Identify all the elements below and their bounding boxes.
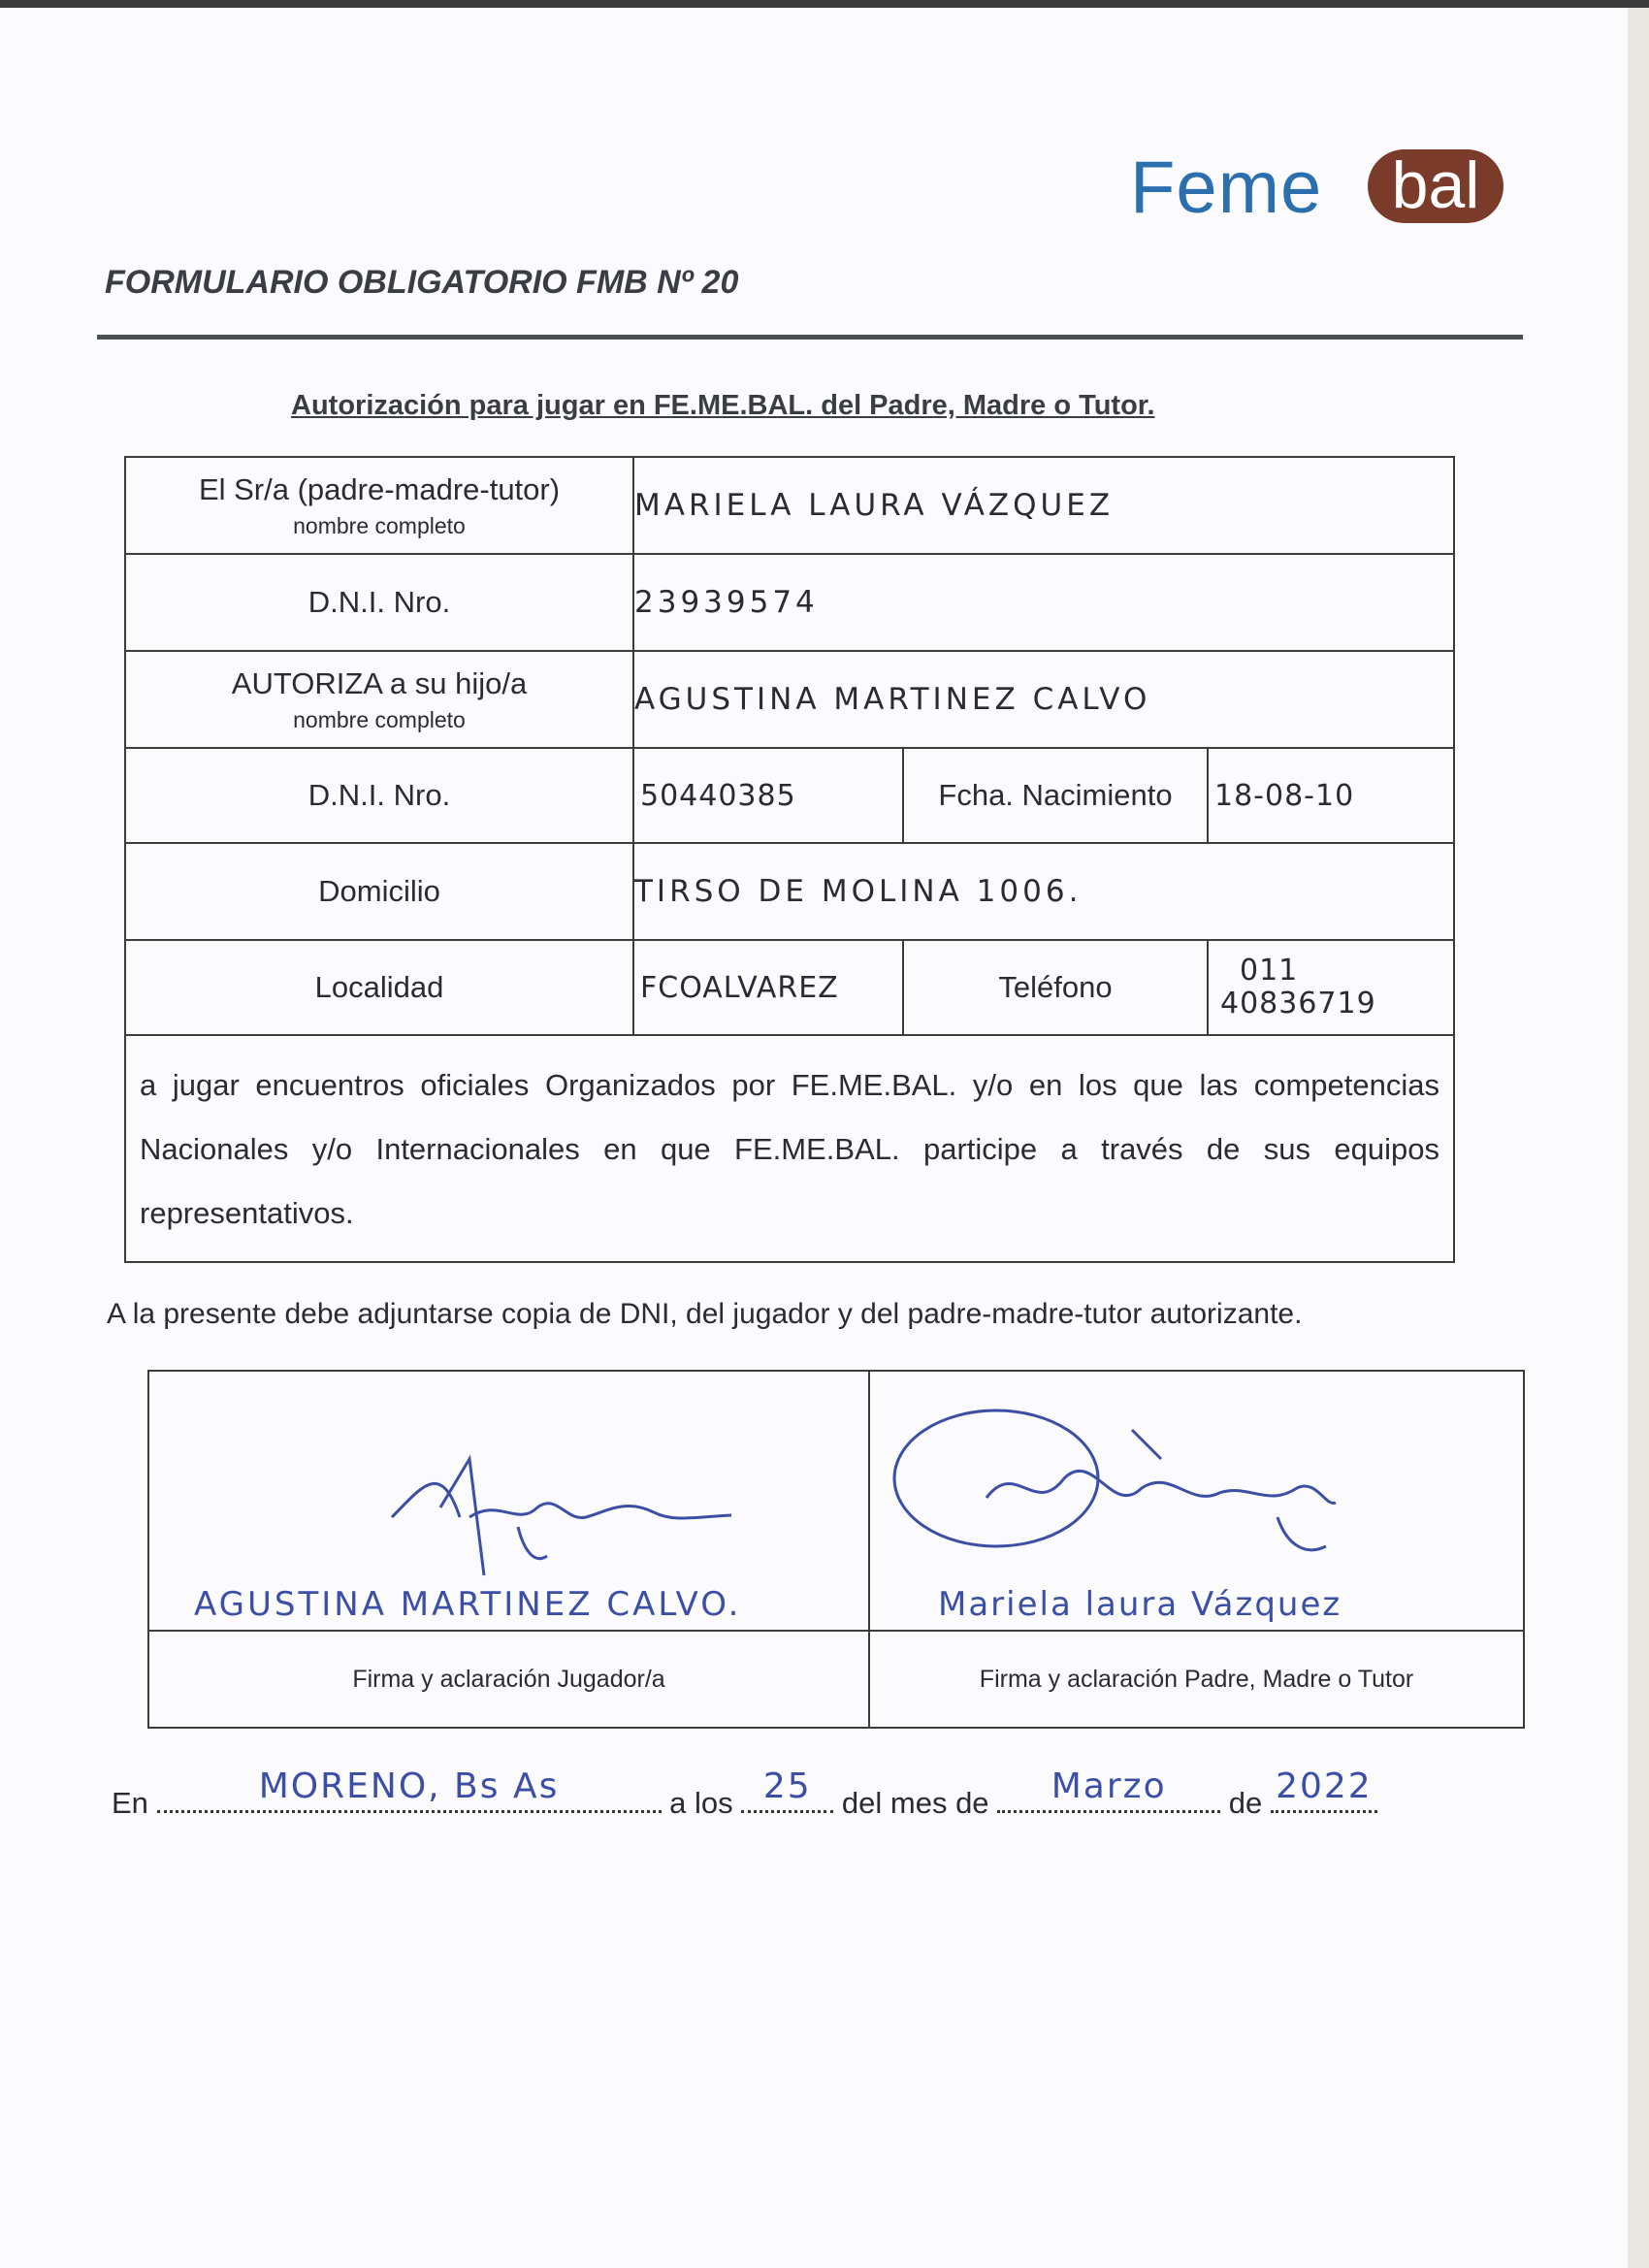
authorization-table bbox=[124, 456, 1455, 1263]
scan-right-edge bbox=[1628, 8, 1649, 2268]
phone-prefix: 011 bbox=[1240, 954, 1299, 988]
address-label: Domicilio bbox=[125, 843, 633, 940]
phone-label: Teléfono bbox=[903, 940, 1208, 1035]
table-row bbox=[148, 1631, 1524, 1728]
child-sublabel: nombre completo bbox=[293, 706, 466, 732]
player-signature-scribble bbox=[149, 1401, 867, 1595]
child-name-field[interactable]: AGUSTINA MARTINEZ CALVO bbox=[633, 651, 1454, 748]
parent-label: El Sr/a (padre-madre-tutor) bbox=[198, 471, 561, 506]
birth-date-label: Fcha. Nacimiento bbox=[903, 748, 1208, 843]
parent-signature-scribble bbox=[870, 1401, 1520, 1595]
parent-signature-caption: Firma y aclaración Padre, Madre o Tutor bbox=[869, 1631, 1524, 1728]
place-field[interactable] bbox=[157, 1766, 662, 1813]
form-subtitle: Autorización para jugar en FE.ME.BAL. del Padre, Madre o Tutor. bbox=[291, 390, 1155, 421]
phone-number: 40836719 bbox=[1220, 987, 1376, 1021]
year-field[interactable] bbox=[1271, 1766, 1377, 1813]
signature-table bbox=[147, 1370, 1525, 1729]
attachment-note: A la presente debe adjuntarse copia de DNI, del jugador y del padre-madre-tutor autorizante. bbox=[107, 1298, 1303, 1330]
day-value: 25 bbox=[762, 1766, 812, 1806]
child-label: AUTORIZA a su hijo/a bbox=[231, 665, 528, 700]
year-value: 2022 bbox=[1276, 1766, 1373, 1806]
parent-signature-cell[interactable] bbox=[869, 1371, 1524, 1631]
title-divider bbox=[97, 335, 1523, 340]
month-field[interactable] bbox=[997, 1766, 1220, 1813]
player-signature-cell[interactable] bbox=[148, 1371, 869, 1631]
table-row bbox=[125, 457, 1454, 554]
de-text: de bbox=[1228, 1786, 1263, 1820]
child-dni-field[interactable]: 50440385 bbox=[633, 748, 903, 843]
date-prefix: En bbox=[112, 1786, 148, 1820]
parent-printed-name: Mariela laura Vázquez bbox=[938, 1585, 1342, 1624]
table-row bbox=[125, 1035, 1454, 1262]
parent-dni-field[interactable]: 23939574 bbox=[633, 554, 1454, 651]
place-value: MORENO, Bs As bbox=[258, 1766, 560, 1806]
parent-label-cell bbox=[125, 457, 633, 554]
authorization-clause: a jugar encuentros oficiales Organizados por FE.ME.BAL. y/o en los que las competencias Nacionales y/o Internacionales en que FE.ME.BAL. participe a través de sus equipos representativos. bbox=[125, 1035, 1454, 1262]
child-label-cell bbox=[125, 651, 633, 748]
parent-name-field[interactable]: MARIELA LAURA VÁZQUEZ bbox=[633, 457, 1454, 554]
child-dni-label: D.N.I. Nro. bbox=[125, 748, 633, 843]
phone-field[interactable] bbox=[1208, 940, 1454, 1035]
logo-pill: bal bbox=[1368, 149, 1504, 223]
table-row bbox=[125, 554, 1454, 651]
a-los-text: a los bbox=[669, 1786, 733, 1820]
locality-label: Localidad bbox=[125, 940, 633, 1035]
month-value: Marzo bbox=[1051, 1766, 1167, 1806]
address-field[interactable]: TIRSO DE MOLINA 1006. bbox=[633, 843, 1454, 940]
form-title: FORMULARIO OBLIGATORIO FMB Nº 20 bbox=[105, 264, 739, 301]
table-row bbox=[148, 1371, 1524, 1631]
del-mes-text: del mes de bbox=[841, 1786, 989, 1820]
table-row bbox=[125, 651, 1454, 748]
scan-top-edge bbox=[0, 0, 1649, 8]
table-row bbox=[125, 940, 1454, 1035]
date-line bbox=[112, 1766, 1377, 1821]
parent-sublabel: nombre completo bbox=[293, 512, 466, 538]
day-field[interactable] bbox=[741, 1766, 833, 1813]
player-printed-name: AGUSTINA MARTINEZ CALVO. bbox=[194, 1585, 742, 1624]
table-row bbox=[125, 843, 1454, 940]
birth-date-field[interactable]: 18-08-10 bbox=[1208, 748, 1454, 843]
player-signature-caption: Firma y aclaración Jugador/a bbox=[148, 1631, 869, 1728]
table-row bbox=[125, 748, 1454, 843]
logo-text: Feme bbox=[1130, 146, 1323, 229]
parent-dni-label: D.N.I. Nro. bbox=[125, 554, 633, 651]
locality-field[interactable]: FCOALVAREZ bbox=[633, 940, 903, 1035]
